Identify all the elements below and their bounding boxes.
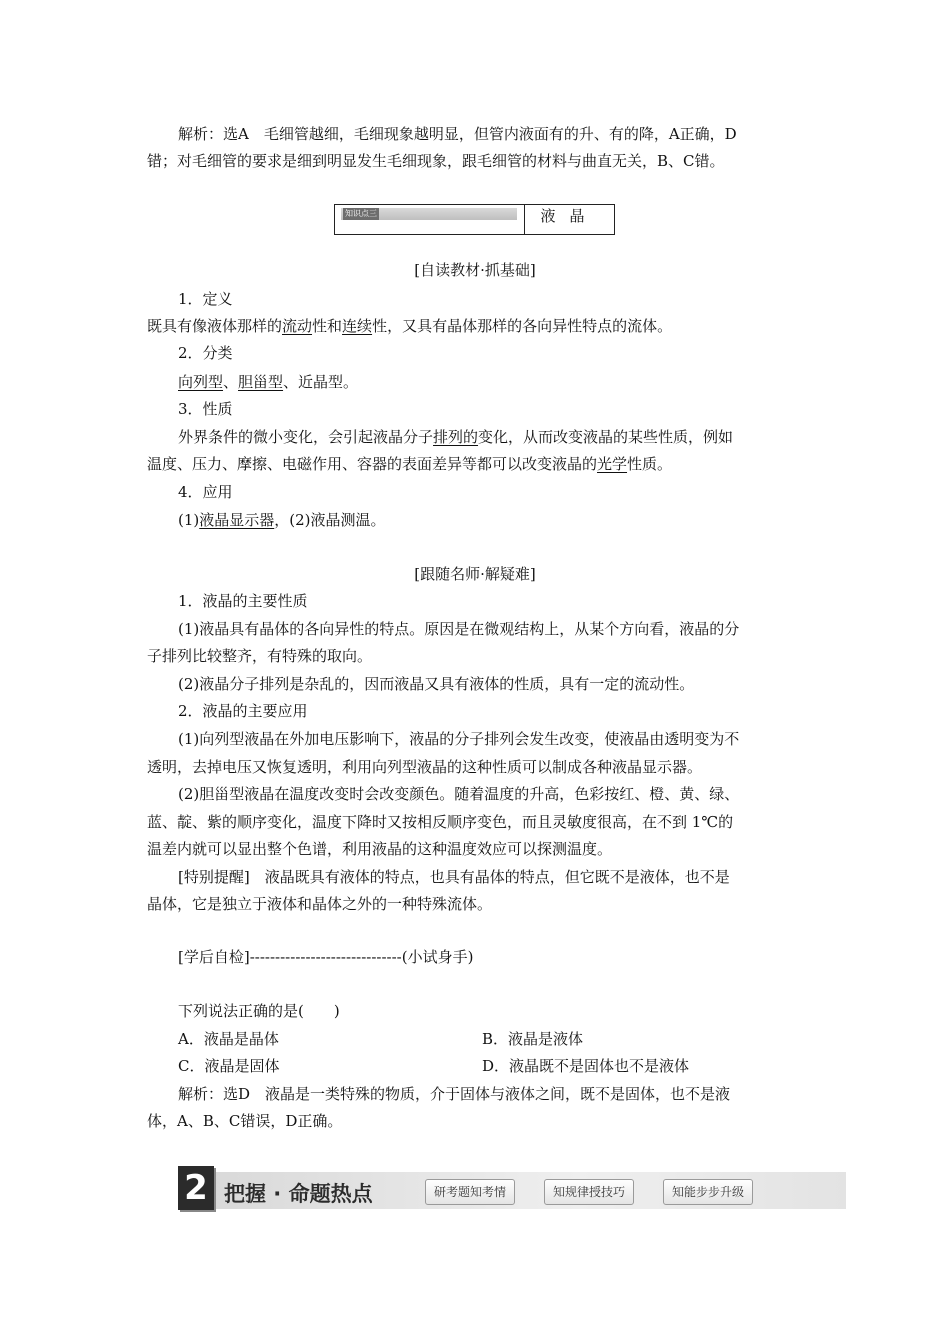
level-up-button[interactable]: 知能步步升级 [663,1179,753,1205]
paragraph-line [178,372,358,392]
rules-skills-button[interactable]: 知规律授技巧 [544,1179,634,1205]
question-stem: 下列说法正确的是( ) [178,1002,340,1020]
paragraph-line: 透明，去掉电压又恢复透明，利用向列型液晶的这种性质可以制成各种液晶显示器。 [147,758,703,776]
text-run: 外界条件的微小变化，会引起液晶分子 [178,428,434,446]
text-run: 变化，从而改变液晶的某些性质，例如 [478,428,734,446]
analysis-line: 解析：选D 液晶是一类特殊的物质，介于固体与液体之间，既不是固体，也不是液 [178,1085,731,1103]
knowledge-point-title: 液晶 [540,207,599,225]
underlined-answer: 光学 [597,455,628,473]
text-run: ，(2)液晶测温。 [274,511,386,529]
section-header: [自读教材·抓基础] [414,261,536,279]
banner-title: 把握 · 命题热点 [224,1182,373,1206]
paragraph-line: (1)向列型液晶在外加电压影响下，液晶的分子排列会发生改变，使液晶由透明变为不 [178,730,740,748]
option-b: B．液晶是液体 [482,1030,584,1048]
knowledge-point-tag [341,208,517,220]
paragraph-line: 蓝、靛、紫的顺序变化，温度下降时又按相反顺序变色，而且灵敏度很高，在不到 1℃的 [147,813,734,831]
item-title: 1．液晶的主要性质 [178,592,308,610]
text-run: 性，又具有晶体那样的各向异性特点的流体。 [372,317,673,335]
item-title: 2．分类 [178,344,233,362]
option-c: C．液晶是固体 [178,1057,280,1075]
paragraph-line [147,316,672,336]
item-title: 1．定义 [178,290,233,308]
item-title: 3．性质 [178,400,233,418]
paragraph-line: 温差内就可以显出整个色谱，利用液晶的这种温度效应可以探测温度。 [147,840,613,858]
underlined-answer: 排列的 [433,428,479,446]
paragraph-line: (1)液晶具有晶体的各向异性的特点。原因是在微观结构上，从某个方向看，液晶的分 [178,620,740,638]
item-title: 2．液晶的主要应用 [178,702,308,720]
underlined-answer: 胆甾型 [238,373,284,391]
text-run: 、近晶型。 [283,373,359,391]
option-a: A．液晶是晶体 [178,1030,279,1048]
text-run: 性质。 [627,455,673,473]
paragraph-line [147,454,672,474]
analysis-line: 错；对毛细管的要求是细到明显发生毛细现象，跟毛细管的材料与曲直无关，B、C错。 [147,152,725,170]
analysis-line: 体，A、B、C错误，D正确。 [147,1112,343,1130]
paragraph-line: (2)胆甾型液晶在温度改变时会改变颜色。随着温度的升高，色彩按红、橙、黄、绿、 [178,785,740,803]
text-run: (1) [178,511,200,529]
section-number-badge: 2 [178,1166,214,1210]
special-reminder: 晶体，它是独立于液体和晶体之外的一种特殊流体。 [147,895,493,913]
text-run: 性和 [312,317,343,335]
underlined-answer: 流动 [282,317,313,335]
text-run: 温度、压力、摩擦、电磁作用、容器的表面差异等都可以改变液晶的 [147,455,598,473]
paragraph-line [178,510,386,530]
underlined-answer: 液晶显示器 [199,511,275,529]
knowledge-point-box [334,204,615,235]
self-check-header: [学后自检]------------------------------(小试身手) [178,948,474,966]
study-exam-button[interactable]: 研考题知考情 [425,1179,515,1205]
text-run: 、 [223,373,239,391]
text-run: 既具有像液体那样的 [147,317,283,335]
underlined-answer: 连续 [342,317,373,335]
section-header: [跟随名师·解疑难] [414,565,536,583]
underlined-answer: 向列型 [178,373,224,391]
knowledge-point-tag-label: 知识点三 [345,209,377,218]
paragraph-line [178,427,733,447]
option-d: D．液晶既不是固体也不是液体 [482,1057,690,1075]
analysis-line: 解析：选A 毛细管越细，毛细现象越明显，但管内液面有的升、有的降，A正确，D [178,125,737,143]
special-reminder: [特别提醒] 液晶既具有液体的特点，也具有晶体的特点，但它既不是液体，也不是 [178,868,730,886]
paragraph-line: 子排列比较整齐，有特殊的取向。 [147,647,373,665]
paragraph-line: (2)液晶分子排列是杂乱的，因而液晶又具有液体的性质，具有一定的流动性。 [178,675,695,693]
item-title: 4．应用 [178,483,233,501]
